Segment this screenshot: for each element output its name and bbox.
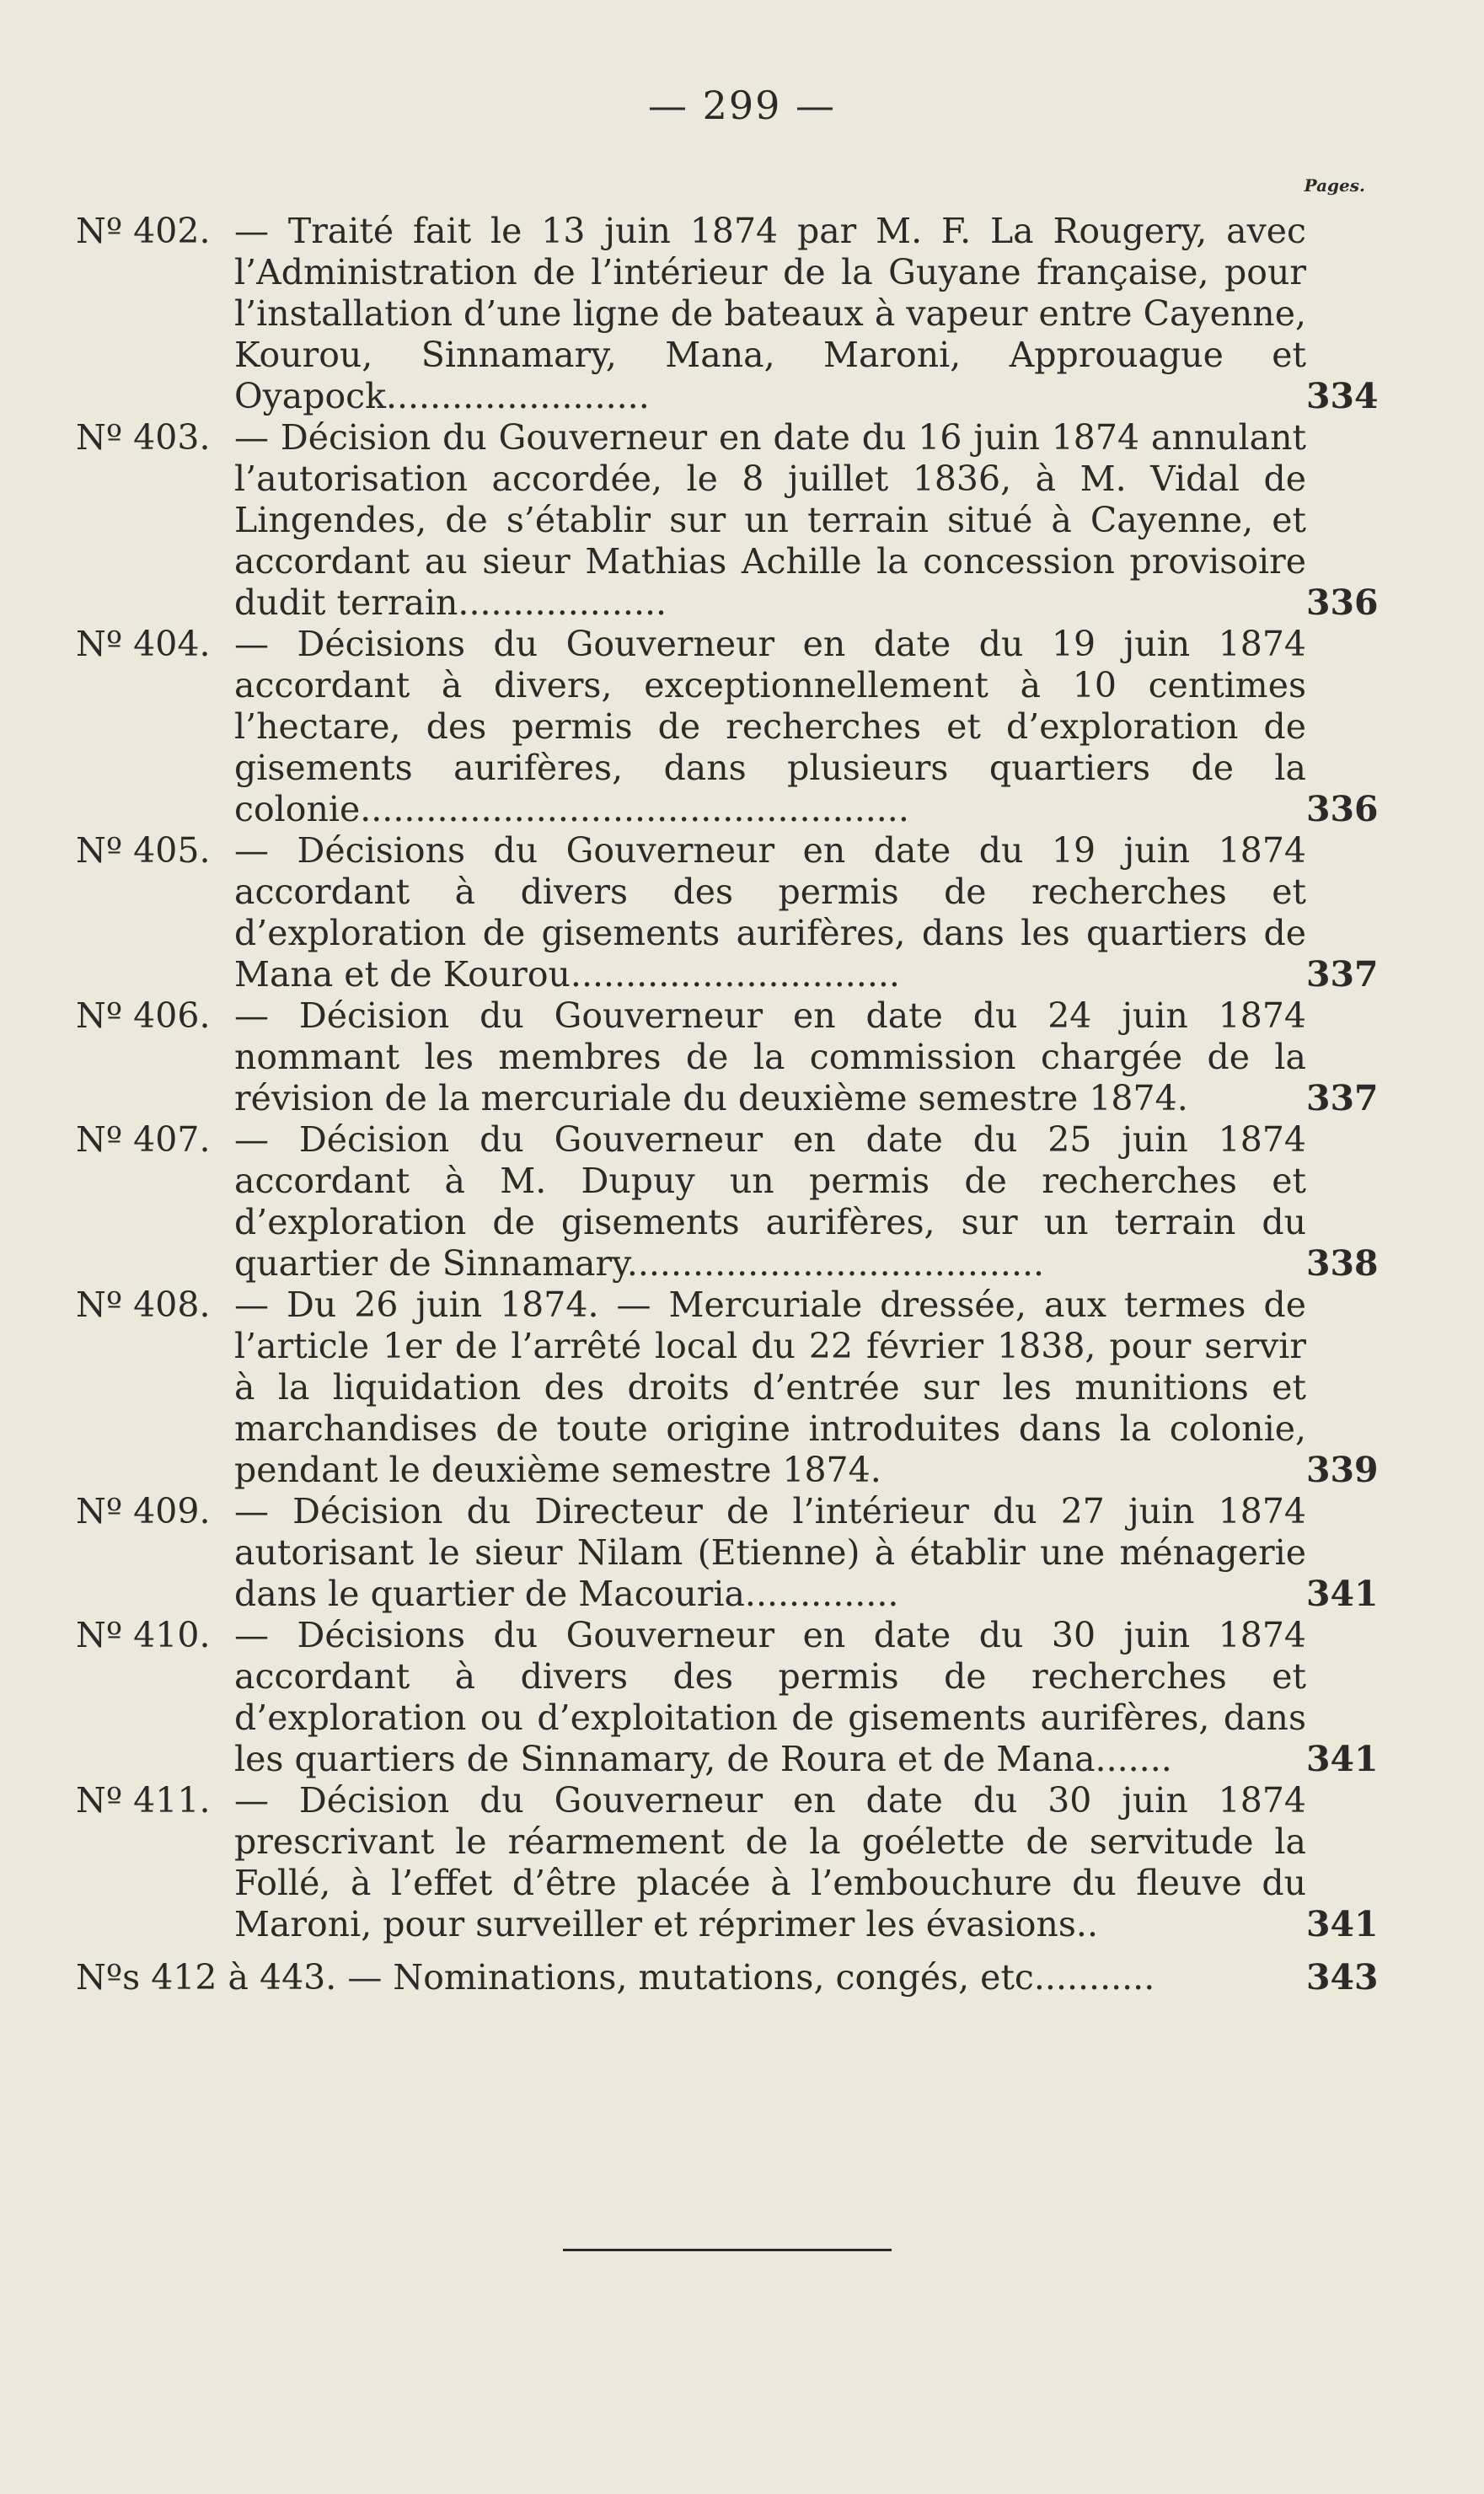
entry-page: 341 bbox=[1306, 1904, 1379, 1944]
entry-page: 341 bbox=[1306, 1739, 1379, 1779]
entry-407 bbox=[76, 1119, 1379, 1285]
entry-page: 343 bbox=[1306, 1957, 1379, 1998]
entry-page: 337 bbox=[1306, 1078, 1379, 1118]
entry-page: 336 bbox=[1306, 789, 1379, 829]
entry-page: 336 bbox=[1306, 582, 1379, 623]
entry-list bbox=[76, 211, 1379, 1998]
entry-405 bbox=[76, 830, 1379, 995]
entry-number: Nº 403. bbox=[76, 417, 211, 458]
pages-column-header: Pages. bbox=[1304, 175, 1365, 196]
entry-text: — Décision du Gouverneur en date du 25 juin 1874 accordant à M. Dupuy un permis de recherches et d’exploration de gisements aurifères, sur un terrain du quartier de Sinnamary...................................... bbox=[234, 1119, 1306, 1284]
entry-page: 338 bbox=[1306, 1243, 1379, 1284]
entry-409 bbox=[76, 1491, 1379, 1615]
entry-406 bbox=[76, 995, 1379, 1119]
entry-408 bbox=[76, 1285, 1379, 1491]
entry-text: — Du 26 juin 1874. — Mercuriale dressée, aux termes de l’article 1er de l’arrêté local du 22 février 1838, pour servir à la liquidation des droits d’entrée sur les munitions et marchandises de toute origine introduites dans la colonie, pendant le deuxième semestre 1874. bbox=[234, 1285, 1306, 1490]
entry-number: Nº 410. bbox=[76, 1615, 211, 1655]
entry-403 bbox=[76, 417, 1379, 624]
entry-text: — Décision du Gouverneur en date du 16 juin 1874 annulant l’autorisation accordée, le 8 juillet 1836, à M. Vidal de Lingendes, de s’établir sur un terrain situé à Cayenne, et accordant au sieur Mathias Achille la concession provisoire dudit terrain................... bbox=[234, 417, 1306, 623]
entry-page: 337 bbox=[1306, 954, 1379, 995]
entry-412-443 bbox=[76, 1957, 1379, 1998]
entry-text: — Traité fait le 13 juin 1874 par M. F. La Rougery, avec l’Administration de l’intérieur de la Guyane française, pour l’installation d’une ligne de bateaux à vapeur entre Cayenne, Kourou, Sinnamary, Mana, Maroni, Approuague et Oyapock........................ bbox=[234, 211, 1306, 416]
entry-text: — Décision du Gouverneur en date du 24 juin 1874 nommant les membres de la commission chargée de la révision de la mercuriale du deuxième semestre 1874. bbox=[234, 995, 1306, 1118]
entry-text: — Décisions du Gouverneur en date du 30 juin 1874 accordant à divers des permis de recherches et d’exploration ou d’exploitation de gisements aurifères, dans les quartiers de Sinnamary, de Roura et de Mana....... bbox=[234, 1615, 1306, 1779]
entry-402 bbox=[76, 211, 1379, 417]
entry-page: 339 bbox=[1306, 1450, 1379, 1490]
entry-number: Nº 402. bbox=[76, 211, 211, 251]
entry-number: Nº 411. bbox=[76, 1780, 211, 1821]
entry-text: — Décision du Directeur de l’intérieur du 27 juin 1874 autorisant le sieur Nilam (Etienne) à établir une ménagerie dans le quartier de Macouria.............. bbox=[234, 1491, 1306, 1614]
entry-page: 341 bbox=[1306, 1574, 1379, 1614]
entry-number: Nº 407. bbox=[76, 1119, 211, 1160]
entry-410 bbox=[76, 1615, 1379, 1780]
entry-page: 334 bbox=[1306, 376, 1379, 416]
entry-411 bbox=[76, 1780, 1379, 1945]
entry-text: — Décisions du Gouverneur en date du 19 juin 1874 accordant à divers, exceptionnellement à 10 centimes l’hectare, des permis de recherches et d’exploration de gisements aurifères, dans plusieurs quartiers de la colonie.................................................. bbox=[234, 624, 1306, 829]
closing-rule bbox=[563, 2249, 892, 2251]
page-number: — 299 — bbox=[647, 83, 837, 128]
entry-number: Nº 408. bbox=[76, 1285, 211, 1325]
entry-number: Nº 409. bbox=[76, 1491, 211, 1531]
entry-text: — Décisions du Gouverneur en date du 19 juin 1874 accordant à divers des permis de recherches et d’exploration de gisements aurifères, dans les quartiers de Mana et de Kourou.............................. bbox=[234, 830, 1306, 995]
entry-404 bbox=[76, 624, 1379, 830]
entry-text: — Décision du Gouverneur en date du 30 juin 1874 prescrivant le réarmement de la goélette de servitude la Follé, à l’effet d’être placée à l’embouchure du fleuve du Maroni, pour surveiller et réprimer les évasions.. bbox=[234, 1780, 1306, 1944]
entry-text: Nºs 412 à 443. — Nominations, mutations, congés, etc........... bbox=[76, 1957, 1155, 1998]
entry-number: Nº 405. bbox=[76, 830, 211, 871]
entry-number: Nº 404. bbox=[76, 624, 211, 664]
entry-number: Nº 406. bbox=[76, 995, 211, 1036]
